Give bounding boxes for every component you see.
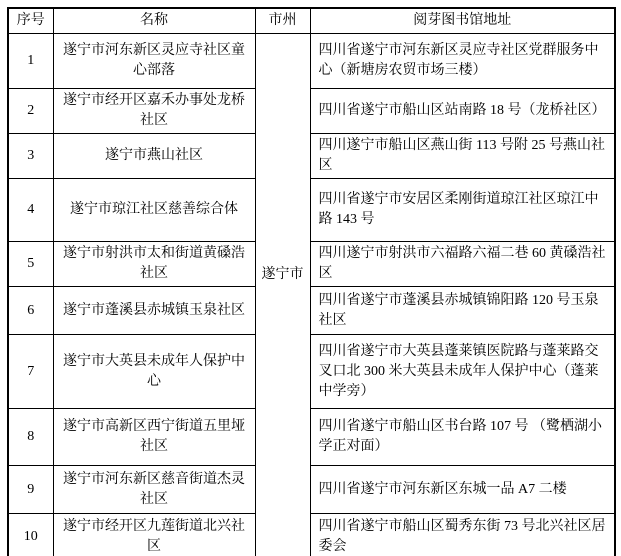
column-header-no: 序号	[8, 8, 53, 34]
name-cell: 遂宁市河东新区灵应寺社区童心部落	[53, 34, 255, 89]
address-cell: 四川省遂宁市船山区书台路 107 号 （鹭栖湖小学正对面）	[310, 409, 615, 466]
name-cell: 遂宁市河东新区慈音街道杰灵社区	[53, 466, 255, 514]
name-cell: 遂宁市经开区九莲街道北兴社区	[53, 514, 255, 556]
library-address-table	[7, 7, 616, 556]
table-row	[8, 242, 615, 287]
row-number-cell: 1	[8, 34, 53, 89]
table-row	[8, 287, 615, 335]
row-number-cell: 7	[8, 335, 53, 409]
address-cell: 四川遂宁市射洪市六福路六福二巷 60 黄磉浩社区	[310, 242, 615, 287]
row-number-cell: 3	[8, 134, 53, 179]
address-cell: 四川省遂宁市安居区柔刚街道琼江社区琼江中路 143 号	[310, 179, 615, 242]
address-cell: 四川省遂宁市船山区站南路 18 号（龙桥社区）	[310, 89, 615, 134]
address-cell: 四川省遂宁市蓬溪县赤城镇锦阳路 120 号玉泉社区	[310, 287, 615, 335]
address-cell: 四川遂宁市船山区燕山街 113 号附 25 号燕山社区	[310, 134, 615, 179]
address-cell: 四川省遂宁市船山区蜀秀东街 73 号北兴社区居委会	[310, 514, 615, 556]
row-number-cell: 9	[8, 466, 53, 514]
table-row	[8, 335, 615, 409]
row-number-cell: 8	[8, 409, 53, 466]
table-row	[8, 34, 615, 89]
address-cell: 四川省遂宁市河东新区灵应寺社区党群服务中心（新塘房农贸市场三楼）	[310, 34, 615, 89]
table-row	[8, 409, 615, 466]
row-number-cell: 10	[8, 514, 53, 556]
name-cell: 遂宁市高新区西宁街道五里垭社区	[53, 409, 255, 466]
table-row	[8, 514, 615, 556]
name-cell: 遂宁市经开区嘉禾办事处龙桥社区	[53, 89, 255, 134]
row-number-cell: 5	[8, 242, 53, 287]
table-row	[8, 89, 615, 134]
row-number-cell: 6	[8, 287, 53, 335]
name-cell: 遂宁市射洪市太和街道黄磉浩社区	[53, 242, 255, 287]
name-cell: 遂宁市蓬溪县赤城镇玉泉社区	[53, 287, 255, 335]
table-header-row	[8, 8, 615, 34]
table-row	[8, 134, 615, 179]
column-header-address: 阅芽图书馆地址	[310, 8, 615, 34]
table-row	[8, 466, 615, 514]
name-cell: 遂宁市琼江社区慈善综合体	[53, 179, 255, 242]
address-cell: 四川省遂宁市大英县蓬莱镇医院路与蓬莱路交叉口北 300 米大英县未成年人保护中心（蓬莱中学旁）	[310, 335, 615, 409]
name-cell: 遂宁市燕山社区	[53, 134, 255, 179]
column-header-name: 名称	[53, 8, 255, 34]
name-cell: 遂宁市大英县未成年人保护中心	[53, 335, 255, 409]
city-merged-cell: 遂宁市	[255, 34, 310, 556]
column-header-city: 市州	[255, 8, 310, 34]
row-number-cell: 2	[8, 89, 53, 134]
address-cell: 四川省遂宁市河东新区东城一品 A7 二楼	[310, 466, 615, 514]
row-number-cell: 4	[8, 179, 53, 242]
table-row	[8, 179, 615, 242]
